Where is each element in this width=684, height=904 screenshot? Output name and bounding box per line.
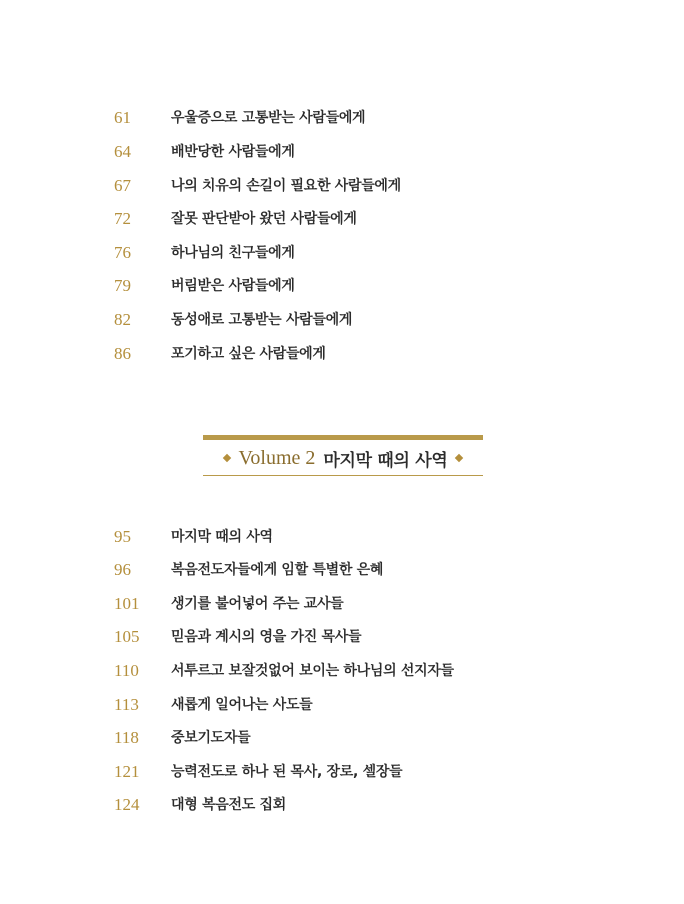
toc-entry-title: 버림받은 사람들에게 [171, 278, 295, 294]
toc-entry-title: 하나님의 친구들에게 [171, 245, 295, 261]
toc-entry-title: 우울증으로 고통받는 사람들에게 [171, 110, 366, 126]
toc-entry-title: 잘못 판단받아 왔던 사람들에게 [171, 211, 357, 227]
toc-page-number: 96 [114, 560, 131, 579]
volume-2-header [203, 435, 483, 477]
toc-page-number: 95 [114, 527, 131, 546]
toc-entry-title: 대형 복음전도 집회 [171, 797, 286, 813]
toc-page-number: 64 [114, 142, 131, 161]
toc-entry [0, 207, 684, 231]
toc-entry [0, 726, 684, 750]
toc-entry-title: 능력전도로 하나 된 목사, 장로, 셀장들 [171, 764, 403, 780]
toc-page-number: 101 [114, 594, 140, 613]
diamond-left-icon [222, 454, 230, 462]
toc-entry [0, 558, 684, 582]
volume-2-heading [203, 443, 483, 473]
toc-page-number: 110 [114, 661, 139, 680]
toc-entry [0, 342, 684, 366]
toc-entry-title: 포기하고 싶은 사람들에게 [171, 346, 326, 362]
volume-label: Volume 2 [238, 446, 316, 469]
toc-page-number: 79 [114, 276, 131, 295]
toc-entry [0, 174, 684, 198]
toc-entry [0, 140, 684, 164]
toc-entry [0, 525, 684, 549]
toc-page-number: 118 [114, 728, 139, 747]
header-top-rule [203, 435, 483, 440]
toc-entry [0, 241, 684, 265]
toc-entry-title: 서투르고 보잘것없어 보이는 하나님의 선지자들 [171, 663, 454, 679]
toc-page-number: 121 [114, 762, 140, 781]
toc-entry-title: 동성애로 고통받는 사람들에게 [171, 312, 353, 328]
toc-entry-title: 생기를 불어넣어 주는 교사들 [171, 596, 344, 612]
volume-title: 마지막 때의 사역 [323, 450, 448, 471]
toc-page-number: 72 [114, 209, 131, 228]
toc-page-number: 86 [114, 344, 131, 363]
toc-entry [0, 592, 684, 616]
toc-page-number: 82 [114, 310, 131, 329]
toc-entry [0, 760, 684, 784]
toc-page-number: 76 [114, 243, 131, 262]
toc-entry [0, 659, 684, 683]
toc-page-number: 113 [114, 695, 139, 714]
toc-entry-title: 새롭게 일어나는 사도들 [171, 697, 313, 713]
toc-page-number: 61 [114, 108, 131, 127]
toc-entry [0, 106, 684, 130]
toc-entry-title: 나의 치유의 손길이 필요한 사람들에게 [171, 178, 401, 194]
toc-entry-title: 복음전도자들에게 임할 특별한 은혜 [171, 562, 384, 578]
toc-entry-title: 마지막 때의 사역 [171, 529, 273, 545]
header-bottom-rule [203, 475, 483, 476]
toc-entry [0, 693, 684, 717]
toc-page-number: 67 [114, 176, 131, 195]
toc-entry-title: 배반당한 사람들에게 [171, 144, 295, 160]
toc-entry-title: 중보기도자들 [171, 730, 251, 746]
toc-entry [0, 274, 684, 298]
toc-entry [0, 308, 684, 332]
toc-page-number: 105 [114, 627, 140, 646]
toc-entry [0, 793, 684, 817]
toc-page-number: 124 [114, 795, 140, 814]
diamond-right-icon [455, 454, 463, 462]
toc-entry-title: 믿음과 계시의 영을 가진 목사들 [171, 629, 362, 645]
toc-entry [0, 625, 684, 649]
